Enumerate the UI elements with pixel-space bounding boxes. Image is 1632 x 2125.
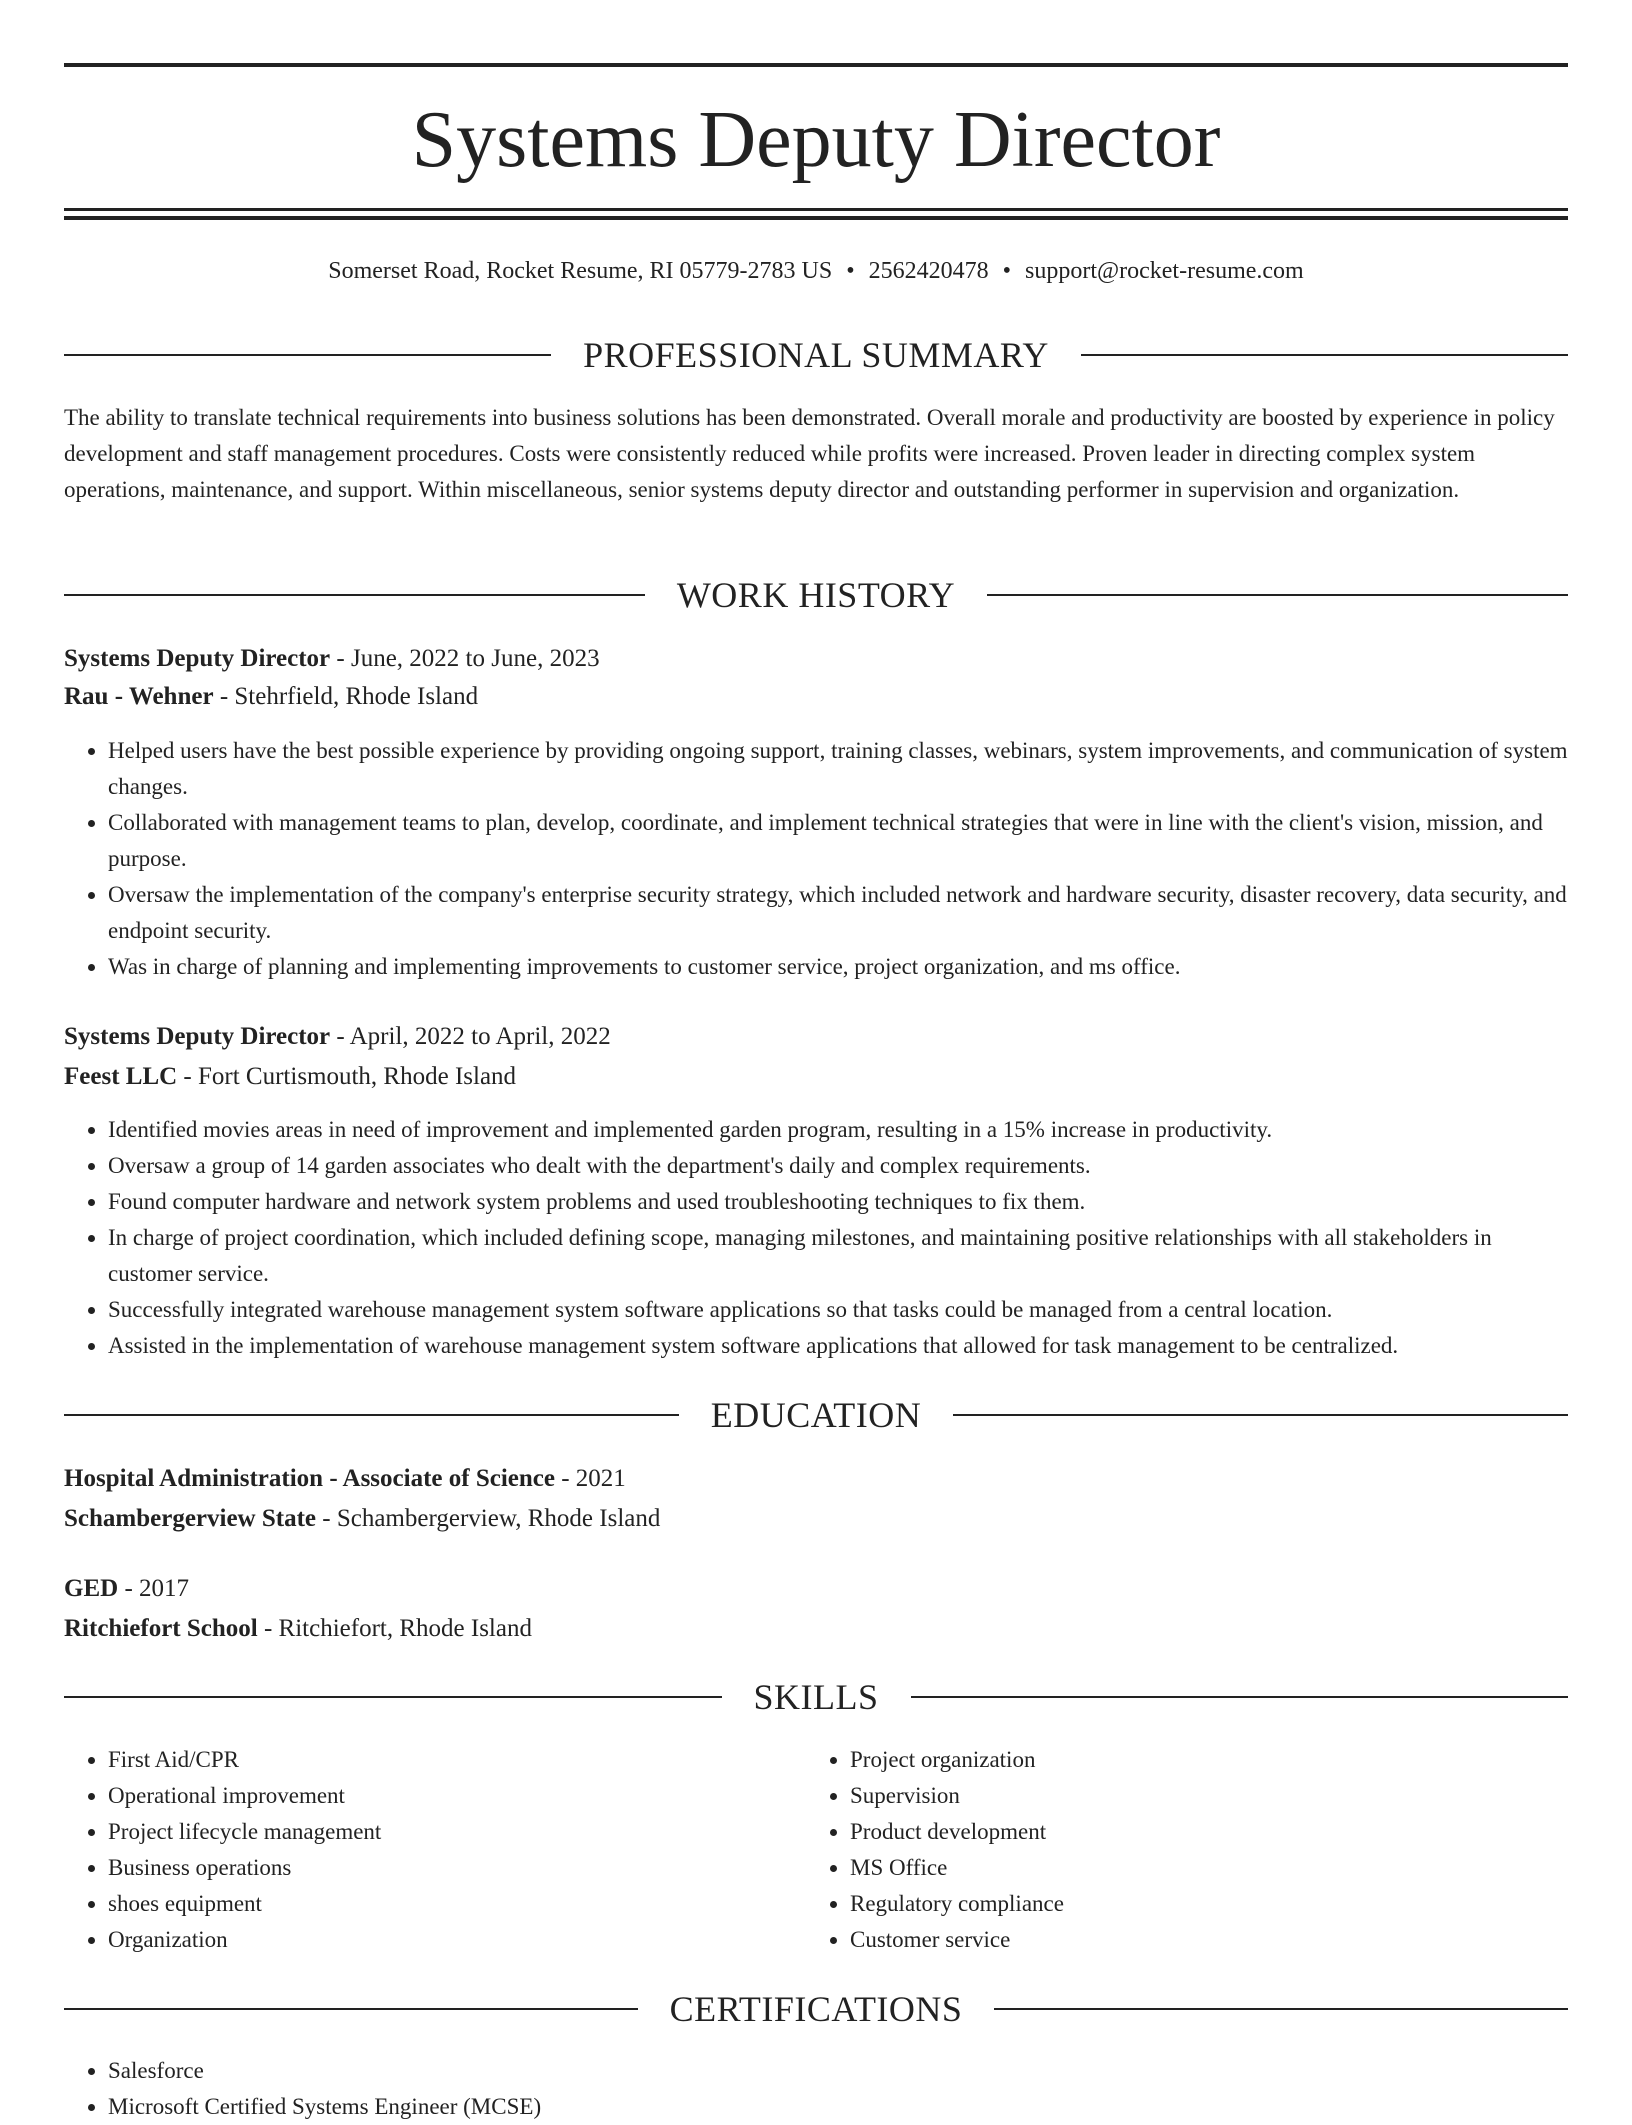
- section-title: EDUCATION: [710, 1395, 922, 1435]
- list-item: • shoes equipment: [108, 1886, 1568, 1922]
- top-rule: [64, 63, 1568, 67]
- certifications-list: [64, 2053, 1568, 2125]
- job-bullets: [64, 733, 1568, 985]
- list-item: • Found computer hardware and network system problems and used troubleshooting techniques to fix them.: [108, 1184, 1568, 1220]
- list-item: • Customer service: [850, 1922, 1632, 1958]
- job-title-line: [64, 641, 1568, 677]
- list-item: • Oversaw the implementation of the company's enterprise security strategy, which included network and hardware security, disaster recovery, data security, and endpoint security.: [108, 877, 1568, 949]
- heading-rule: [64, 1414, 679, 1416]
- heading-rule: [911, 1696, 1569, 1698]
- list-item: • Product development: [850, 1814, 1632, 1850]
- heading-rule: [64, 1696, 722, 1698]
- section-heading-certifications: [64, 1987, 1568, 2031]
- job-title: Systems Deputy Director: [64, 1023, 331, 1050]
- contact-phone: 2562420478: [868, 258, 989, 284]
- contact-separator: •: [1002, 258, 1012, 284]
- heading-rule: [994, 2008, 1568, 2010]
- job-title-line: [64, 1019, 1568, 1055]
- education-year: - 2017: [118, 1575, 190, 1602]
- list-item: • First Aid/CPR: [108, 1742, 1568, 1778]
- contact-address: Somerset Road, Rocket Resume, RI 05779-2783 US: [328, 258, 833, 284]
- education-location: - Schambergerview, Rhode Island: [316, 1505, 661, 1532]
- list-item: • Regulatory compliance: [850, 1886, 1632, 1922]
- section-title: SKILLS: [753, 1677, 879, 1717]
- job-location: - Stehrfield, Rhode Island: [213, 683, 479, 710]
- section-title: CERTIFICATIONS: [669, 1989, 963, 2029]
- list-item: • Was in charge of planning and implementing improvements to customer service, project organization, and ms office.: [108, 949, 1568, 985]
- list-item: • MS Office: [850, 1850, 1632, 1886]
- list-item: • Successfully integrated warehouse management system software applications so that tasks could be managed from a central location.: [108, 1292, 1568, 1328]
- list-item: • Business operations: [108, 1850, 1568, 1886]
- heading-rule: [64, 354, 551, 356]
- job-company-line: [64, 679, 1568, 715]
- section-heading-work-history: [64, 573, 1568, 617]
- skills-list-right: [806, 1742, 1632, 1958]
- list-item: • Helped users have the best possible experience by providing ongoing support, training classes, webinars, system improvements, and communication of system changes.: [108, 733, 1568, 805]
- heading-rule: [987, 594, 1568, 596]
- job-title: Systems Deputy Director: [64, 645, 331, 672]
- heading-rule: [64, 594, 645, 596]
- education-school-line: [64, 1611, 1568, 1647]
- list-item: • Assisted in the implementation of warehouse management system software applications that allowed for task management to be centralized.: [108, 1328, 1568, 1364]
- list-item: • Supervision: [850, 1778, 1632, 1814]
- title-double-rule: [64, 208, 1568, 220]
- job-location: - Fort Curtismouth, Rhode Island: [177, 1063, 517, 1090]
- contact-separator: •: [846, 258, 855, 284]
- list-item: • Microsoft Certified Systems Engineer (MCSE): [108, 2089, 1568, 2125]
- list-item: • Project organization: [850, 1742, 1632, 1778]
- summary-text: The ability to translate technical requirements into business solutions has been demonstrated. Overall morale and productivity are boosted by experience in policy development and staff management procedures. Costs were consistently reduced while profits were increased. Proven leader in directing complex system operations, maintenance, and support. Within miscellaneous, senior systems deputy director and outstanding performer in supervision and organization.: [64, 405, 1555, 502]
- section-heading-education: [64, 1393, 1568, 1437]
- heading-rule: [953, 1414, 1568, 1416]
- education-degree-line: [64, 1461, 1568, 1497]
- section-title: PROFESSIONAL SUMMARY: [583, 335, 1049, 375]
- job-company-line: [64, 1059, 1568, 1095]
- contact-email: support@rocket-resume.com: [1025, 258, 1304, 284]
- job-company: Rau - Wehner: [64, 683, 214, 710]
- list-item: • In charge of project coordination, which included defining scope, managing milestones, and maintaining positive relationships with all stakeholders in customer service.: [108, 1220, 1568, 1292]
- list-item: • Identified movies areas in need of improvement and implemented garden program, resulting in a 15% increase in productivity.: [108, 1112, 1568, 1148]
- education-school-line: [64, 1501, 1568, 1537]
- list-item: • Oversaw a group of 14 garden associates who dealt with the department's daily and complex requirements.: [108, 1148, 1568, 1184]
- education-location: - Ritchiefort, Rhode Island: [257, 1615, 532, 1642]
- job-bullets: [64, 1112, 1568, 1364]
- list-item: • Project lifecycle management: [108, 1814, 1568, 1850]
- section-title: WORK HISTORY: [676, 575, 956, 615]
- job-dates: - April, 2022 to April, 2022: [330, 1023, 611, 1050]
- education-degree: GED: [64, 1575, 119, 1602]
- job-dates: - June, 2022 to June, 2023: [330, 645, 600, 672]
- job-company: Feest LLC: [64, 1063, 178, 1090]
- page-title: Systems Deputy Director: [411, 96, 1221, 184]
- education-school: Schambergerview State: [64, 1505, 317, 1532]
- section-heading-skills: [64, 1675, 1568, 1719]
- heading-rule: [1081, 354, 1568, 356]
- heading-rule: [64, 2008, 638, 2010]
- education-school: Ritchiefort School: [64, 1615, 258, 1642]
- education-year: - 2021: [554, 1465, 626, 1492]
- contact-line: [64, 254, 1568, 288]
- list-item: • Salesforce: [108, 2053, 1568, 2089]
- list-item: • Collaborated with management teams to plan, develop, coordinate, and implement technical strategies that were in line with the client's vision, mission, and purpose.: [108, 805, 1568, 877]
- list-item: • Organization: [108, 1922, 1568, 1958]
- list-item: • Operational improvement: [108, 1778, 1568, 1814]
- education-degree-line: [64, 1571, 1568, 1607]
- education-degree: Hospital Administration - Associate of Science: [64, 1465, 555, 1492]
- section-heading-summary: [64, 333, 1568, 377]
